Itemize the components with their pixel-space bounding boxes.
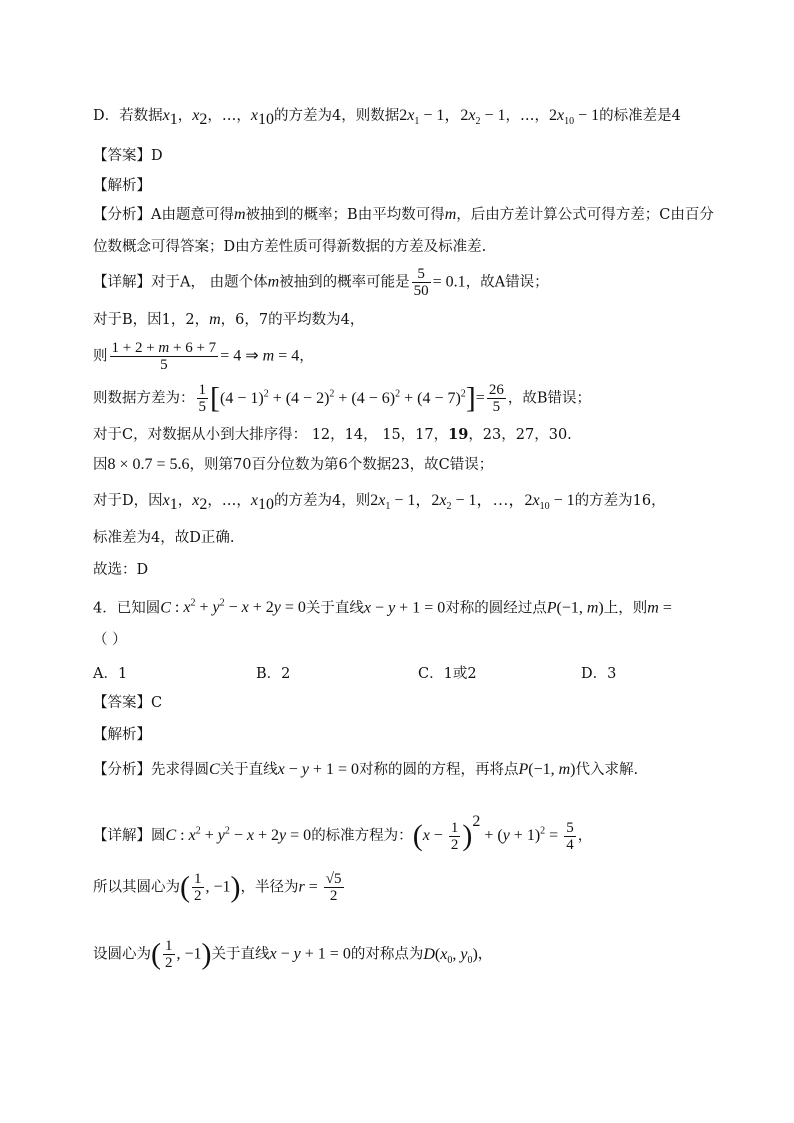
q4-symmetric-point: 设圆心为( $\frac{1}{2}$ , −1)关于直线x − y + 1 = 0的对称点为$D(x_0$, $y_0$)， [93,937,493,971]
q3-detail-b2: 则 $\frac{1 + 2 + m + 6 + 7}{5}$ = 4 ⇒ m = 4， [93,340,314,373]
q4-center-radius: 所以其圆心为( $\frac{1}{2}$ , −1)，半径为r = $\frac{√5}{2}$ [93,870,342,904]
q3-fenxi-line2: 位数概念可得答案；D由方差性质可得新数据的方差及标准差. [93,239,487,255]
q4-stem: 4．已知圆C : $x^2 + y^2 - x + 2y = 0$关于直线x − y + 1 = 0对称的圆经过点P(−1, m)上，则m = [93,598,672,617]
q3-analysis-header: 【解析】 [93,178,151,194]
q3-detail-c1: 对于C，对数据从小到大排序得： 12，14， 15，17，19，23，27，30. [93,426,572,443]
q3-detail-b1: 对于B，因1，2，m，6，7的平均数为4， [93,311,365,328]
q4-option-d: D．3 [581,666,617,682]
q3-fenxi-line1: 【分析】A由题意可得m被抽到的概率；B由平均数可得m，后由方差计算公式可得方差；C由百分 [93,206,714,223]
q3-detail-d2: 标准差为4，故D正确. [93,530,235,546]
q3-choose: 故选：D [93,562,149,578]
q4-detail-standard-form: 【详解】圆C : $x^2 + y^2 - x + 2y = 0$的标准方程为：(x − $\frac{1}{2}$ )$^2 + (y + 1)^2$ = $\frac{5}{4}$ ， [93,813,593,853]
q3-detail-d1: 对于D，因$x_1$，$x_2$，…，$x_{10}$的方差为4，则$2x_1 - 1$，$2x_2 - 1$，…，$2x_{10} - 1$的方差为16， [93,492,666,513]
q4-analysis-header: 【解析】 [93,727,151,743]
q3-detail-b3: 则数据方差为： $\frac{1}{5}$ $[(4 - 1)^2 + (4 - 2)^2 + (4 - 6)^2 + (4 - 7)^2]=$ $\frac{26}{5}$ ，故B错误； [93,381,591,415]
q3-answer: 【答案】D [93,148,163,164]
q4-answer: 【答案】C [93,695,163,711]
q4-fenxi: 【分析】先求得圆C关于直线x − y + 1 = 0对称的圆的方程，再将点P(−1, m)代入求解. [93,761,639,778]
q3-detail-a: 【详解】对于A， 由题个体m被抽到的概率可能是 $\frac{5}{50}$ = 0.1，故A错误； [93,266,549,299]
q4-option-b: B．2 [256,666,291,682]
prev-option-d: D．若数据$x_1$，$x_2$，…，$x_{10}$的方差为4，则数据$2x_1 - 1$，$2x_2 - 1$，…，$2x_{10} - 1$的标准差是4 [93,107,681,128]
q3-detail-c2: 因8 × 0.7 = 5.6，则第70百分位数为第6个数据23，故C错误； [93,456,494,473]
q4-option-c: C．1或2 [418,666,477,682]
q4-paren: （ ） [93,632,127,648]
q4-option-a: A．1 [93,666,128,682]
